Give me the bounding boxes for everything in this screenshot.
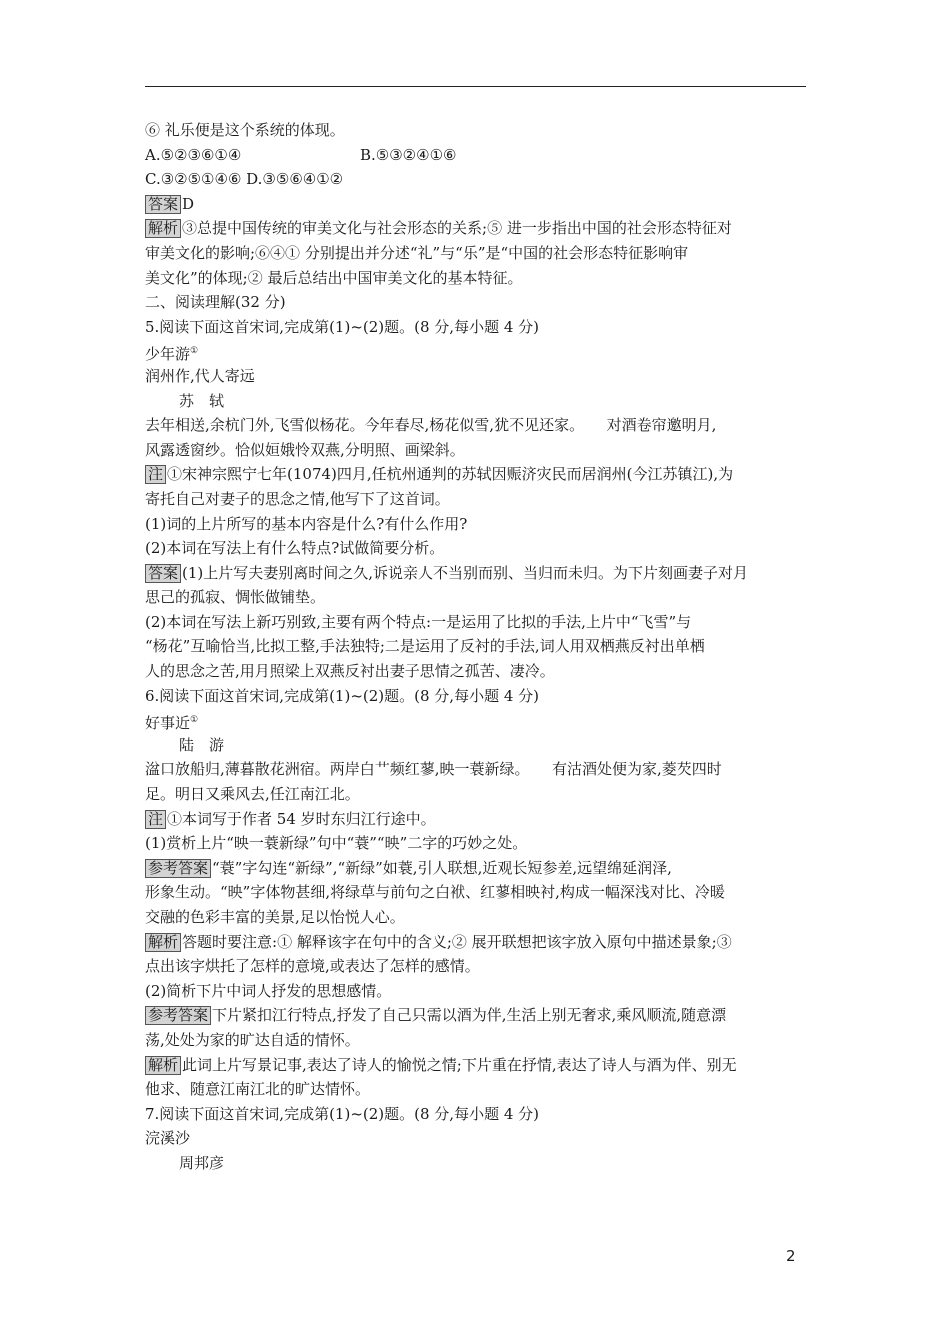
q5-sub-question-1: (1)词的上片所写的基本内容是什么?有什么作用?	[145, 514, 468, 533]
q6-sub-question-2: (2)简析下片中词人抒发的思想感情。	[145, 981, 392, 1000]
footnote-mark: ①	[190, 346, 199, 357]
q6-note: 注 ①本词写于作者 54 岁时东归江行途中。	[145, 807, 815, 832]
q4-analysis-line-2: 审美文化的影响;⑥④① 分别提出并分述“礼”与“乐”是“中国的社会形态特征影响审	[145, 243, 689, 262]
q6-stem: 6.阅读下面这首宋词,完成第(1)~(2)题。(8 分,每小题 4 分)	[145, 686, 540, 705]
q5-author: 苏 轼	[179, 391, 225, 410]
header-rule	[145, 86, 806, 87]
q5-subtitle: 润州作,代人寄远	[145, 366, 255, 385]
q5-sub-question-2: (2)本词在写法上有什么特点?试做简要分析。	[145, 539, 445, 558]
q6-sub-question-1: (1)赏析上片“映一蓑新绿”句中“蓑”“映”二字的巧妙之处。	[145, 834, 528, 853]
q6-ref-answer-2-line-1: 参考答案 下片紧扣江行特点,抒发了自己只需以酒为伴,生活上别无奢求,乘风顺流,随意漂	[145, 1003, 815, 1028]
q5-poem-title: 少年游①	[145, 345, 199, 364]
q4-analysis-line-1: 解析 ③总提中国传统的审美文化与社会形态的关系;⑤ 进一步指出中国的社会形态特征对	[145, 216, 815, 241]
ref-answer-tag: 参考答案	[145, 1006, 211, 1025]
q7-author: 周邦彦	[179, 1153, 225, 1172]
q5-note-line-2: 寄托自己对妻子的思念之情,他写下了这首词。	[145, 489, 450, 508]
q5-answer-line-3: (2)本词在写法上新巧别致,主要有两个特点:一是运用了比拟的手法,上片中“飞雪”与	[145, 612, 692, 631]
ref-answer-tag: 参考答案	[145, 859, 211, 878]
q4-analysis-line-3: 美文化”的体现;② 最后总结出中国审美文化的基本特征。	[145, 268, 523, 287]
footnote-mark: ①	[190, 715, 199, 726]
q6-ref-answer-1-line-3: 交融的色彩丰富的美景,足以怡悦人心。	[145, 908, 405, 926]
q6-poem-line-1: 湓口放船归,薄暮散花洲宿。两岸白艹频红蓼,映一蓑新绿。 有沽酒处便为家,菱芡四时	[145, 760, 722, 779]
q6-analysis-1-line-2: 点出该字烘托了怎样的意境,或表达了怎样的感情。	[145, 957, 480, 976]
answer-text: D	[182, 194, 195, 213]
q5-poem-line-1: 去年相送,余杭门外,飞雪似杨花。今年春尽,杨花似雪,犹不见还家。 对酒卷帘邀明月,	[145, 416, 717, 435]
q6-analysis-2-line-2: 他求、随意江南江北的旷达情怀。	[145, 1080, 371, 1099]
q5-answer-line-4: “杨花”互喻恰当,比拟工整,手法独特;二是运用了反衬的手法,词人用双栖燕反衬出单栖	[145, 637, 705, 656]
note-tag: 注	[145, 810, 166, 829]
q6-poem-line-2: 足。明日又乘风去,任江南江北。	[145, 785, 360, 804]
q6-ref-answer-1-line-1: 参考答案 “蓑”字勾连“新绿”,“新绿”如蓑,引人联想,近观长短参差,远望绵延润泽,	[145, 856, 815, 881]
q5-note-line-1: 注 ①宋神宗熙宁七年(1074)四月,任杭州通判的苏轼因赈济灾民而居润州(今江苏镇江),为	[145, 462, 815, 487]
q5-poem-line-2: 风露透窗纱。恰似姮娥怜双燕,分明照、画梁斜。	[145, 440, 465, 459]
analysis-tag: 解析	[145, 219, 181, 238]
q4-options-ab	[145, 143, 815, 168]
q7-poem-title: 浣溪沙	[145, 1129, 191, 1148]
q5-answer-line-2: 思己的孤寂、惆怅做铺垫。	[145, 588, 326, 607]
analysis-tag: 解析	[145, 933, 181, 952]
q6-ref-answer-1-line-2: 形象生动。“映”字体物甚细,将绿草与前句之白袱、红蓼相映衬,构成一幅深浅对比、冷暖	[145, 883, 725, 902]
page-number: 2	[786, 1247, 796, 1265]
q5-answer-line-1: 答案 (1)上片写夫妻别离时间之久,诉说亲人不当别而别、当归而未归。为下片刻画妻子对月	[145, 561, 815, 586]
answer-tag: 答案	[145, 195, 181, 214]
option-b: B.⑤③②④①⑥	[360, 145, 457, 164]
q6-analysis-1-line-1: 解析 答题时要注意:① 解释该字在句中的含义;② 展开联想把该字放入原句中描述景象;③	[145, 930, 815, 955]
analysis-tag: 解析	[145, 1056, 181, 1075]
q6-poem-title: 好事近①	[145, 714, 199, 733]
q7-stem: 7.阅读下面这首宋词,完成第(1)~(2)题。(8 分,每小题 4 分)	[145, 1104, 540, 1123]
q5-answer-line-5: 人的思念之苦,用月照梁上双燕反衬出妻子思情之孤苦、凄冷。	[145, 662, 555, 681]
q5-stem: 5.阅读下面这首宋词,完成第(1)~(2)题。(8 分,每小题 4 分)	[145, 317, 540, 336]
q6-author: 陆 游	[179, 735, 225, 754]
option-a: A.⑤②③⑥①④	[145, 145, 242, 164]
section-2-title: 二、阅读理解(32 分)	[145, 293, 286, 312]
q6-analysis-2-line-1: 解析 此词上片写景记事,表达了诗人的愉悦之情;下片重在抒情,表达了诗人与酒为伴、别无	[145, 1053, 815, 1078]
q6-ref-answer-2-line-2: 荡,处处为家的旷达自适的情怀。	[145, 1030, 360, 1049]
q4-item-6: ⑥ 礼乐便是这个系统的体现。	[145, 121, 345, 139]
note-tag: 注	[145, 465, 166, 484]
answer-tag: 答案	[145, 564, 181, 583]
document-body	[145, 118, 815, 1176]
q4-answer	[145, 192, 815, 217]
q4-options-cd: C.③②⑤①④⑥ D.③⑤⑥④①②	[145, 170, 344, 189]
